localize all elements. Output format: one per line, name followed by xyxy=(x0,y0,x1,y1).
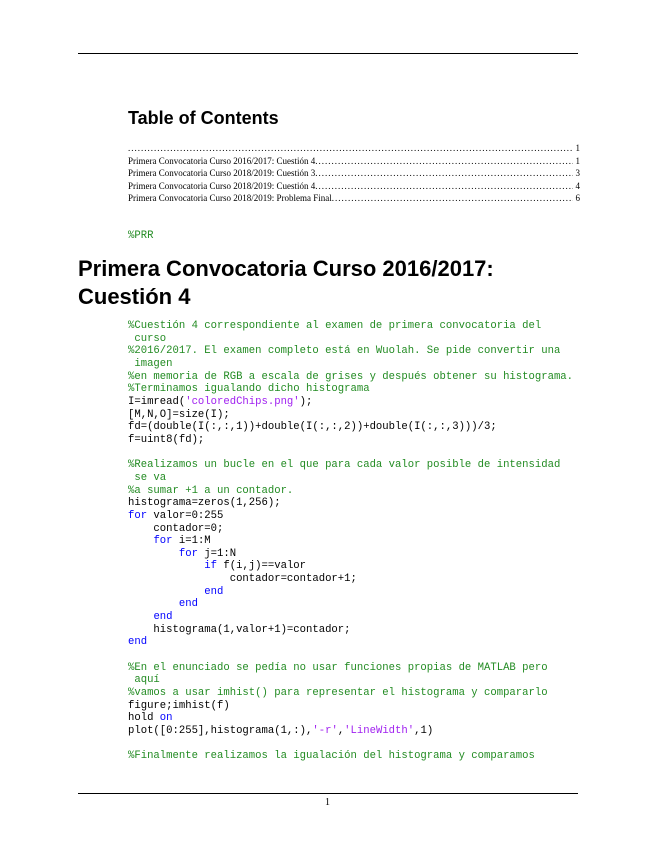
code-text xyxy=(128,586,204,598)
code-line xyxy=(128,700,230,712)
code-string: 'LineWidth' xyxy=(344,725,415,737)
code-text: i=1:M xyxy=(172,535,211,548)
code-text: f=uint8(fd); xyxy=(128,433,205,446)
section-heading-line1: Primera Convocatoria Curso 2016/2017: xyxy=(78,256,494,281)
code-line xyxy=(128,510,223,522)
toc-entry[interactable] xyxy=(128,155,580,168)
code-comment: aquí xyxy=(128,674,160,687)
section-heading xyxy=(78,255,494,311)
code-string: '-r' xyxy=(312,725,338,737)
table-of-contents xyxy=(128,142,580,205)
code-comment: %Terminamos igualando dicho histograma xyxy=(128,383,370,396)
code-keyword: for xyxy=(153,535,173,548)
code-comment: se va xyxy=(128,471,167,484)
code-line xyxy=(128,750,535,762)
page-number: 1 xyxy=(325,797,330,808)
code-text: contador=contador+1; xyxy=(128,573,357,586)
code-keyword: on xyxy=(159,712,173,725)
code-keyword: end xyxy=(153,611,173,624)
toc-entry-page: 6 xyxy=(575,193,580,203)
code-line xyxy=(128,345,560,357)
code-text: hold xyxy=(128,712,160,725)
code-line xyxy=(128,636,147,648)
toc-entry-title: Primera Convocatoria Curso 2018/2019: Problema Final xyxy=(128,193,332,203)
code-line xyxy=(128,421,497,433)
toc-entry-page: 1 xyxy=(575,143,580,153)
section-heading-line2: Cuestión 4 xyxy=(78,284,191,309)
code-text: [M,N,O]=size(I); xyxy=(128,408,230,421)
code-line xyxy=(128,548,236,560)
code-comment: %Realizamos un bucle en el que para cada valor posible de intensidad xyxy=(128,459,561,472)
toc-entry-page: 1 xyxy=(575,155,580,166)
code-comment: %Cuestión 4 correspondiente al examen de primera convocatoria del xyxy=(128,320,542,332)
toc-entry[interactable] xyxy=(128,192,580,205)
code-line xyxy=(128,560,306,572)
toc-entry[interactable] xyxy=(128,180,580,193)
code-text: valor=0:255 xyxy=(147,509,224,522)
code-line xyxy=(128,687,548,699)
code-comment: %a sumar +1 a un contador. xyxy=(128,484,294,497)
code-text: ,1) xyxy=(414,725,434,737)
code-line xyxy=(128,371,573,383)
code-block xyxy=(128,320,573,763)
code-comment: %En el enunciado se pedía no usar funciones propias de MATLAB pero xyxy=(128,661,548,674)
code-comment: %Finalmente realizamos la igualación del histograma y comparamos xyxy=(128,750,535,763)
code-text: contador=0; xyxy=(128,522,224,535)
code-keyword: if xyxy=(204,560,218,573)
code-line xyxy=(128,573,357,585)
prr-comment: %PRR xyxy=(128,230,154,242)
code-line xyxy=(128,674,160,686)
code-line xyxy=(128,586,223,598)
code-text: I=imread( xyxy=(128,395,186,408)
code-text: fd=(double(I(:,:,1))+double(I(:,:,2))+double(I(:,:,3)))/3; xyxy=(128,421,497,434)
code-line xyxy=(128,459,560,471)
toc-entry[interactable] xyxy=(128,167,580,180)
code-line xyxy=(128,598,198,610)
code-line xyxy=(128,409,230,421)
code-line xyxy=(128,624,351,636)
code-line xyxy=(128,712,173,724)
code-line xyxy=(128,320,541,332)
code-line xyxy=(128,396,312,408)
code-keyword: end xyxy=(178,598,198,611)
code-text: j=1:N xyxy=(197,547,237,560)
code-line xyxy=(128,497,281,509)
code-line xyxy=(128,383,370,395)
toc-title: Table of Contents xyxy=(128,108,279,128)
code-keyword: end xyxy=(204,585,224,598)
code-text: histograma=zeros(1,256); xyxy=(128,497,281,510)
code-text: plot([0:255],histograma(1,:), xyxy=(128,725,313,737)
code-line xyxy=(128,472,166,484)
code-text: f(i,j)==valor xyxy=(217,560,307,573)
code-line xyxy=(128,333,166,345)
code-text xyxy=(128,611,153,623)
code-comment: %vamos a usar imhist() para representar el histograma y compararlo xyxy=(128,687,548,700)
toc-entry-title: Primera Convocatoria Curso 2018/2019: Cuestión 4 xyxy=(128,180,316,191)
toc-entry-page: 4 xyxy=(575,180,580,191)
top-rule xyxy=(78,53,578,54)
code-line xyxy=(128,523,223,535)
code-text xyxy=(128,598,179,610)
code-text xyxy=(128,535,153,547)
toc-entry-page: 3 xyxy=(575,168,580,178)
code-string: 'coloredChips.png' xyxy=(185,395,300,408)
code-comment: curso xyxy=(128,332,167,345)
code-line xyxy=(128,535,211,547)
code-text: figure;imhist(f) xyxy=(128,699,230,712)
code-line xyxy=(128,485,293,497)
code-text xyxy=(128,548,179,560)
code-keyword: for xyxy=(178,547,198,560)
code-comment: imagen xyxy=(128,357,173,370)
code-comment: %2016/2017. El examen completo está en Wuolah. Se pide convertir una xyxy=(128,345,561,358)
code-keyword: end xyxy=(128,636,148,649)
toc-entry[interactable] xyxy=(128,142,580,155)
code-line xyxy=(128,434,204,446)
code-line xyxy=(128,725,433,737)
code-text: histograma(1,valor+1)=contador; xyxy=(128,623,351,636)
code-text: ); xyxy=(299,395,313,408)
toc-entry-title: Primera Convocatoria Curso 2018/2019: Cuestión 3 xyxy=(128,168,316,178)
code-keyword: for xyxy=(128,509,148,522)
code-line xyxy=(128,611,173,623)
code-text: , xyxy=(337,725,345,737)
code-comment: %en memoria de RGB a escala de grises y después obtener su histograma. xyxy=(128,370,574,383)
code-line xyxy=(128,358,173,370)
code-text xyxy=(128,560,204,572)
code-line xyxy=(128,662,548,674)
bottom-rule xyxy=(78,793,578,794)
toc-entry-title: Primera Convocatoria Curso 2016/2017: Cuestión 4 xyxy=(128,155,316,166)
